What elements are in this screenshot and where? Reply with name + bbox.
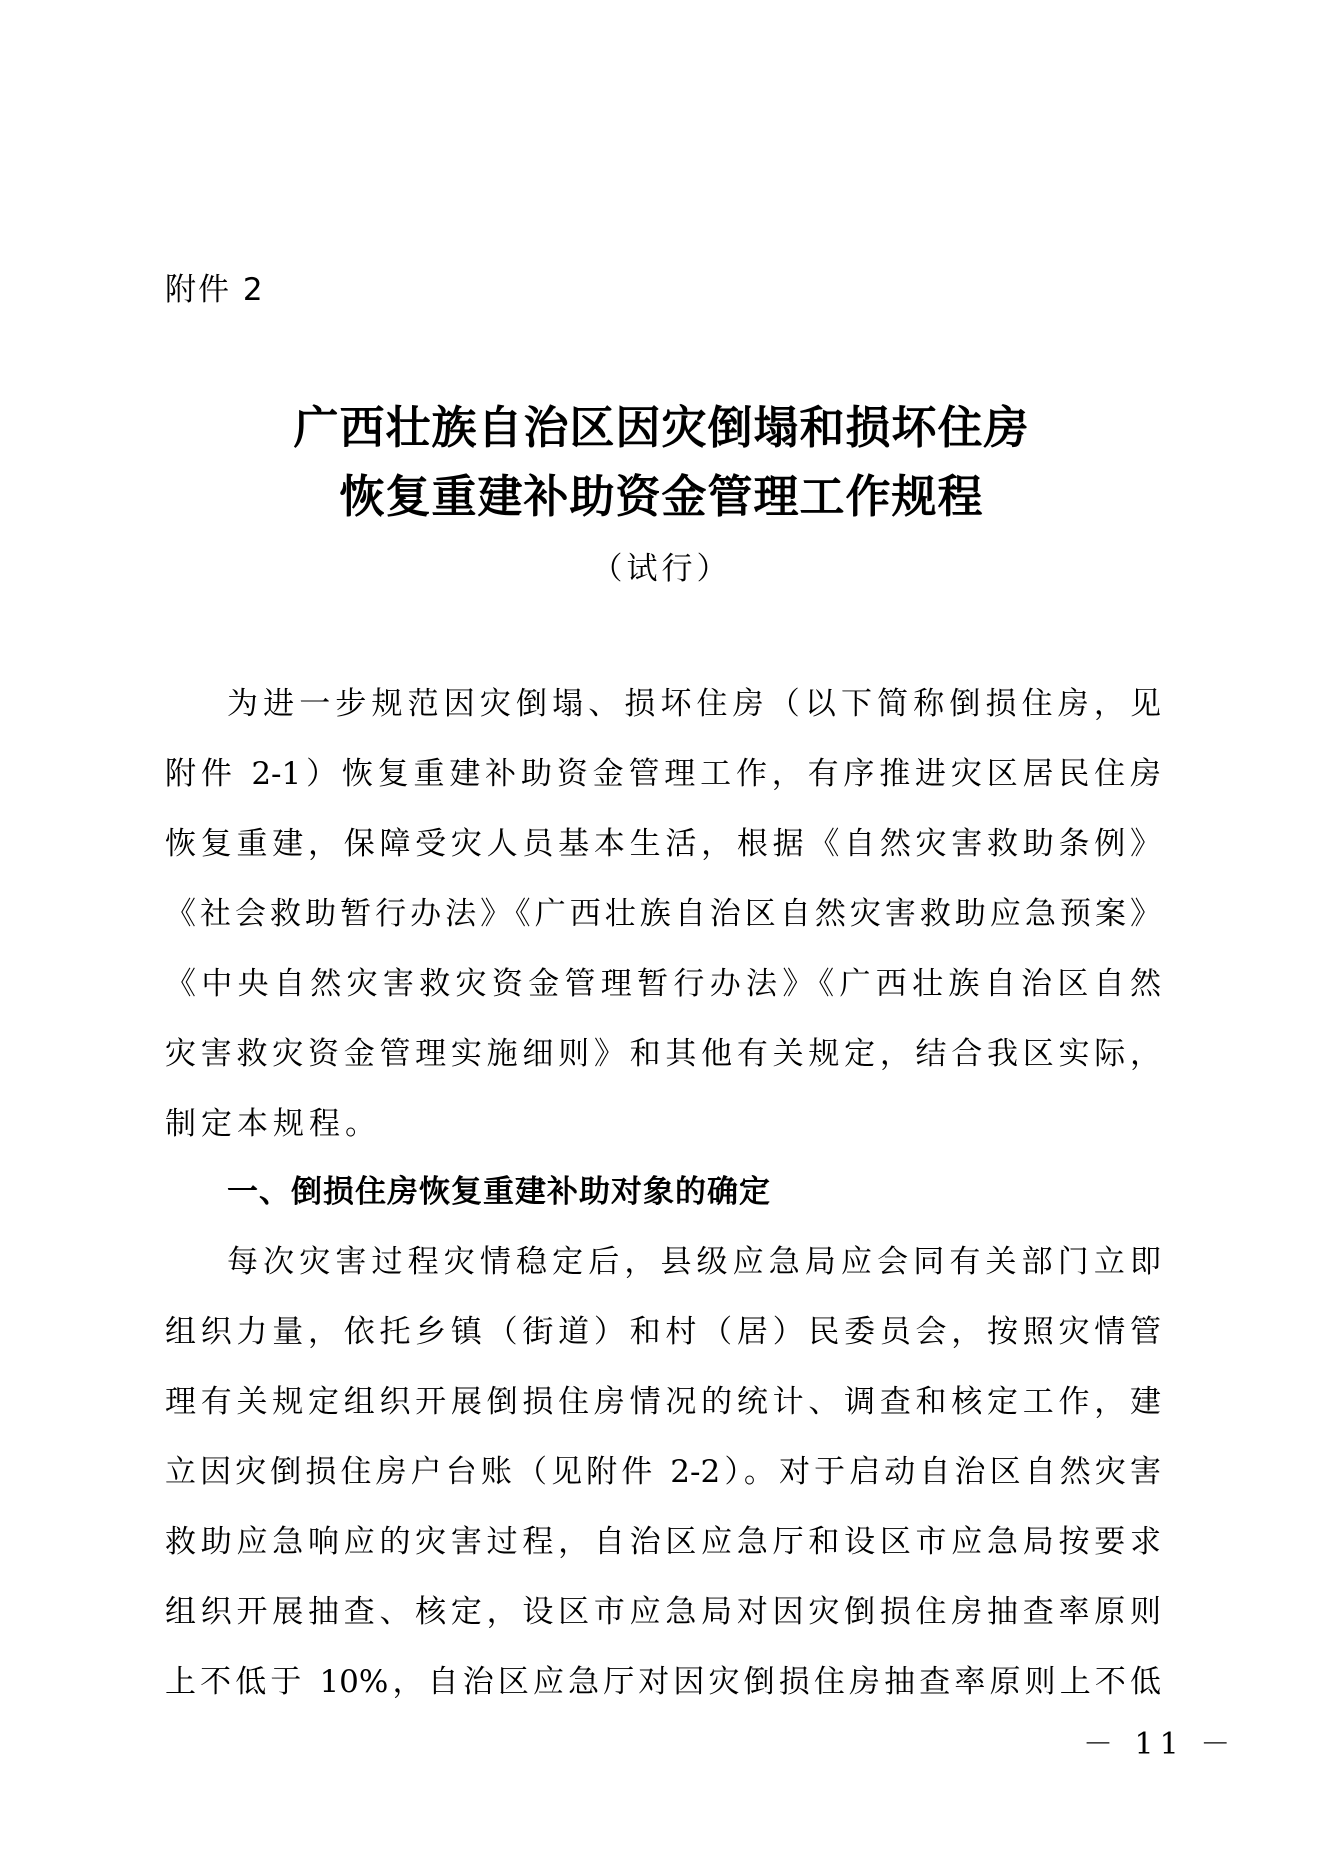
section-heading-1: 一、倒损住房恢复重建补助对象的确定 — [227, 1174, 771, 1210]
section1-line-5: 救助应急响应的灾害过程，自治区应急厅和设区市应急局按要求 — [165, 1524, 1161, 1560]
section1-line-2: 组织力量，依托乡镇（街道）和村（居）民委员会，按照灾情管 — [165, 1314, 1161, 1350]
section1-line-6: 组织开展抽查、核定，设区市应急局对因灾倒损住房抽查率原则 — [165, 1594, 1161, 1630]
document-subtitle: （试行） — [591, 551, 732, 587]
intro-line-1: 为进一步规范因灾倒塌、损坏住房（以下简称倒损住房，见 — [227, 686, 1161, 722]
intro-line-2: 附件 2-1）恢复重建补助资金管理工作，有序推进灾区居民住房 — [165, 756, 1161, 792]
document-title-line-2: 恢复重建补助资金管理工作规程 — [339, 470, 984, 523]
attachment-label: 附件 2 — [165, 272, 265, 308]
section1-line-7: 上不低于 10%，自治区应急厅对因灾倒损住房抽查率原则上不低 — [165, 1664, 1161, 1700]
intro-line-5: 《中央自然灾害救灾资金管理暂行办法》《广西壮族自治区自然 — [165, 966, 1161, 1002]
page-number: － 11 － — [1083, 1727, 1237, 1762]
intro-line-7: 制定本规程。 — [165, 1106, 381, 1142]
section1-line-3: 理有关规定组织开展倒损住房情况的统计、调查和核定工作，建 — [165, 1384, 1161, 1420]
section1-line-4: 立因灾倒损住房户台账（见附件 2-2）。对于启动自治区自然灾害 — [165, 1454, 1161, 1490]
intro-line-6: 灾害救灾资金管理实施细则》和其他有关规定，结合我区实际， — [165, 1036, 1161, 1072]
section1-line-1: 每次灾害过程灾情稳定后，县级应急局应会同有关部门立即 — [227, 1244, 1161, 1280]
document-title-line-1: 广西壮族自治区因灾倒塌和损坏住房 — [293, 401, 1030, 454]
intro-line-4: 《社会救助暂行办法》《广西壮族自治区自然灾害救助应急预案》 — [165, 896, 1161, 932]
intro-line-3: 恢复重建，保障受灾人员基本生活，根据《自然灾害救助条例》 — [165, 826, 1161, 862]
